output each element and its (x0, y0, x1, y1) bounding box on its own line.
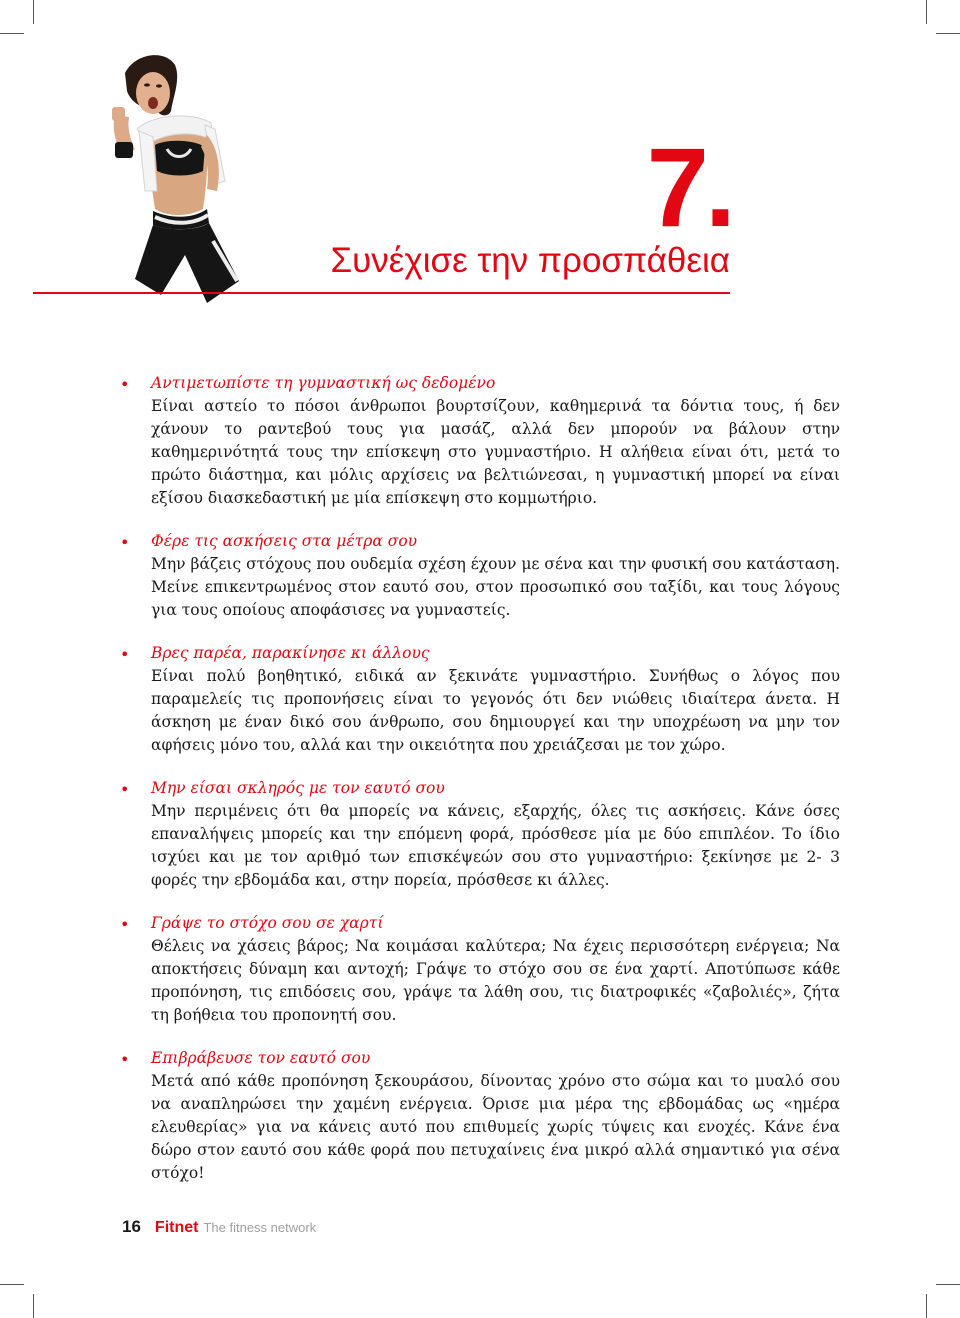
list-item (120, 642, 840, 757)
section-text: Είναι αστείο το πόσοι άνθρωποι βουρτσίζουν, καθημερινά τα δόντια τους, ή δεν χάνουν το ραντεβού τους για μασάζ, αλλά δεν μπορούν να βάλουν στην καθημερινότητά τους την επίσκεψη στο γυμναστήριο. Η αλήθεια είναι ότι, μετά το πρώτο διάστημα, και μόλις αρχίσεις να βελτιώνεσαι, η γυμναστική μπορεί να είναι εξίσου διασκεδαστική με μία επίσκεψη στο κομμωτήριο. (151, 397, 840, 507)
list-item (120, 777, 840, 892)
chapter-number: 7. (646, 125, 732, 250)
section-heading: Επιβράβευσε τον εαυτό σου (151, 1049, 371, 1067)
section-heading: Γράψε το στόχο σου σε χαρτί (151, 914, 384, 932)
crop-mark (926, 1294, 927, 1318)
page-footer (122, 1217, 316, 1237)
list-item (120, 1047, 840, 1185)
title-divider (33, 292, 730, 294)
bullet-icon: • (120, 1050, 130, 1069)
bullet-icon: • (120, 915, 130, 934)
bullet-icon: • (120, 533, 130, 552)
bullet-icon: • (120, 780, 130, 799)
brand-logo: Fitnet (154, 1219, 199, 1236)
content-body (120, 372, 840, 1205)
section-heading: Μην είσαι σκληρός με τον εαυτό σου (151, 779, 445, 797)
list-item (120, 372, 840, 510)
crop-mark (0, 33, 24, 34)
section-heading: Φέρε τις ασκήσεις στα μέτρα σου (151, 532, 418, 550)
section-text: Μην περιμένεις ότι θα μπορείς να κάνεις, εξαρχής, όλες τις ασκήσεις. Κάνε όσες επαναλήψεις μπορείς και την επόμενη φορά, πρόσθεσε μία με δύο επιπλέον. Το ίδιο ισχύει και με τον αριθμό των επισκέψεών σου στο γυμναστήριο: ξεκίνησε με 2- 3 φορές την εβδομάδα και, στην πορεία, πρόσθεσε κι άλλες. (151, 802, 840, 889)
crop-mark (33, 0, 34, 24)
section-heading: Βρες παρέα, παρακίνησε κι άλλους (151, 644, 430, 662)
section-heading: Αντιμετωπίστε τη γυμναστική ως δεδομένο (151, 374, 496, 392)
bullet-icon: • (120, 375, 130, 394)
crop-mark (926, 0, 927, 24)
section-text: Μετά από κάθε προπόνηση ξεκουράσου, δίνοντας χρόνο στο σώμα και το μυαλό σου να αναπληρώσει την χαμένη ενέργεια. Όρισε μια μέρα της εβδομάδας ως «ημέρα ελευθερίας» για να κάνεις αυτό που επιθυμείς χωρίς τύψεις και ενοχές. Κάνε ένα δώρο στον εαυτό σου κάθε φορά που πετυχαίνεις ένα μικρό αλλά σημαντικό για σένα στόχο! (151, 1072, 840, 1182)
list-item (120, 530, 840, 622)
section-text: Είναι πολύ βοηθητικό, ειδικά αν ξεκινάτε γυμναστήριο. Συνήθως ο λόγος που παραμελείς τις προπονήσεις είναι το γεγονός ότι δεν νιώθεις ιδιαίτερα άνετα. Η άσκηση με έναν δικό σου άνθρωπο, σου δημιουργεί και την υποχρέωση να μην τον αφήσεις μόνο του, αλλά και την οικειότητα που χρειάζεσαι με τον χώρο. (151, 667, 840, 754)
fitness-woman-photo (95, 45, 295, 305)
page-number: 16 (122, 1217, 141, 1236)
crop-mark (936, 33, 960, 34)
section-text: Θέλεις να χάσεις βάρος; Να κοιμάσαι καλύτερα; Να έχεις περισσότερη ενέργεια; Να αποκτήσεις δύναμη και αντοχή; Γράψε το στόχο σου σε ένα χαρτί. Αποτύπωσε κάθε προπόνηση, τις επιδόσεις σου, γράψε τα λάθη σου, τις διατροφικές «ζαβολιές», ζήτα τη βοήθεια του προπονητή σου. (151, 937, 840, 1024)
list-item (120, 912, 840, 1027)
crop-mark (0, 1284, 24, 1285)
crop-mark (33, 1294, 34, 1318)
chapter-title: Συνέχισε την προσπάθεια (330, 241, 730, 280)
brand-tagline: The fitness network (203, 1220, 317, 1235)
bullet-icon: • (120, 645, 130, 664)
crop-mark (936, 1284, 960, 1285)
section-text: Μην βάζεις στόχους που ουδεμία σχέση έχουν με σένα και την φυσική σου κατάσταση. Μείνε επικεντρωμένος στον εαυτό σου, στον προσωπικό σου ταξίδι, και τους λόγους για τους οποίους αποφάσισες να γυμναστείς. (151, 555, 840, 619)
